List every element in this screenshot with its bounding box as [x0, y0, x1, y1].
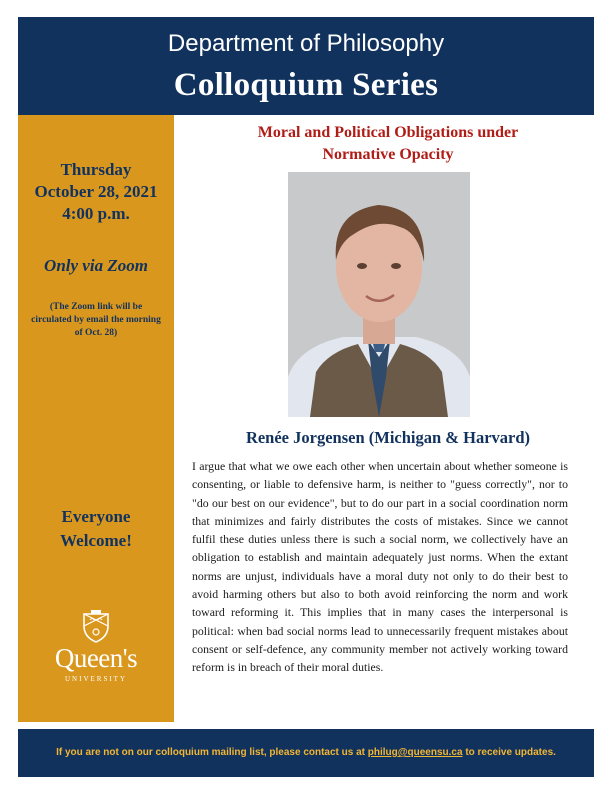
speaker-name: Renée Jorgensen (Michigan & Harvard) — [245, 428, 531, 447]
logo-subtitle: UNIVERSITY — [65, 675, 127, 683]
queens-crest-icon — [78, 610, 114, 644]
event-sidebar — [18, 115, 174, 722]
queens-logo — [18, 610, 174, 690]
contact-email-link[interactable]: philug@queensu.ca — [367, 747, 463, 758]
footer-text-after: to receive updates. — [462, 747, 556, 758]
footer-text-before: If you are not on our colloquium mailing list, please contact us at — [56, 747, 368, 758]
talk-title-line-1: Moral and Political Obligations under — [257, 124, 519, 141]
zoom-note: (The Zoom link will be circulated by email the morning of Oct. 28) — [31, 302, 161, 338]
event-datetime — [18, 159, 174, 225]
event-date: October 28, 2021 — [34, 182, 158, 201]
talk-title — [182, 122, 594, 166]
event-time: 4:00 p.m. — [62, 204, 130, 223]
talk-abstract: I argue that what we owe each other when uncertain about whether someone is consenting, or liable to defensive harm, is neither to "guess correctly", nor to "do our best on our evidence", but to do our part in a social coordination norm that minimizes and fairly distributes the costs of mistakes. Since we cannot fulfil these duties unless there is such a social norm, we collectively have an obligation to establish and maintain adequately just norms. When the extant norms are unjust, individuals have a moral duty not only to do their best to avoid harming others but also to both avoid reinforcing the norm and work toward reforming it. This implies that in many cases the interpersonal is political: when bad social norms lead to unnecessarily frequent mistakes about consent or self-defence, any community member not actively working toward reform is in breach of their moral duties. — [192, 459, 568, 675]
event-day: Thursday — [60, 160, 132, 179]
talk-title-line-2: Normative Opacity — [322, 146, 454, 163]
speaker-photo — [288, 172, 470, 417]
welcome-line-1: Everyone — [61, 507, 131, 526]
speaker-portrait-illustration — [288, 172, 470, 417]
department-name: Department of Philosophy — [167, 30, 445, 57]
series-title: Colloquium Series — [173, 67, 439, 103]
header-banner — [18, 17, 594, 115]
footer-banner — [18, 729, 594, 777]
event-venue: Only via Zoom — [44, 256, 148, 275]
logo-wordmark: Queen's — [54, 643, 138, 673]
welcome-message — [18, 505, 174, 553]
welcome-line-2: Welcome! — [60, 531, 132, 550]
